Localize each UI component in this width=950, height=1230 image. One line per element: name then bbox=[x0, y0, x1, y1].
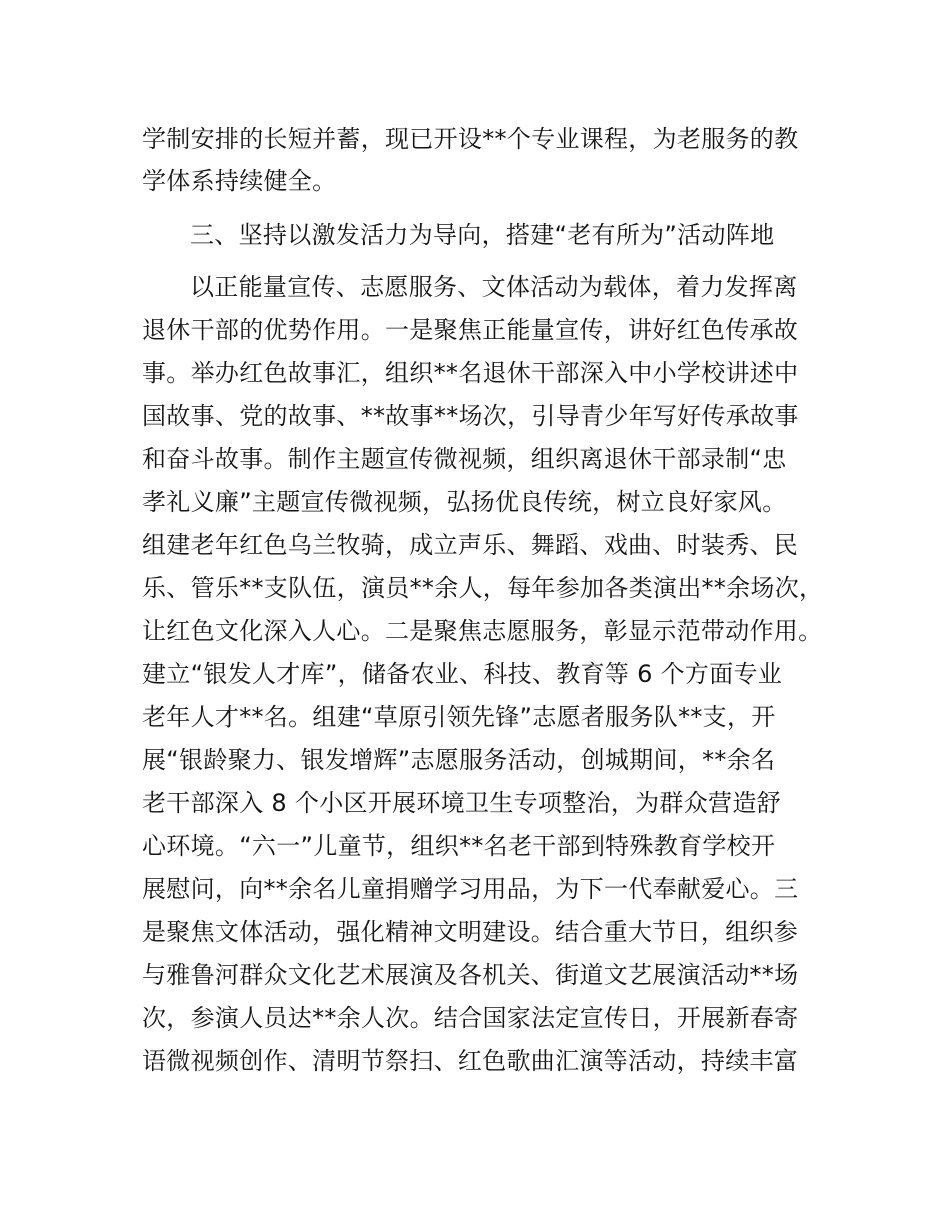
text-line: 国故事、党的故事、**故事**场次，引导青少年写好传承故事 bbox=[142, 402, 799, 430]
text-line: 退休干部的优势作用。一是聚焦正能量宣传，讲好红色传承故 bbox=[142, 316, 799, 344]
text-line: 和奋斗故事。制作主题宣传微视频，组织离退休干部录制“忠 bbox=[142, 445, 787, 473]
text-line: 让红色文化深入人心。二是聚焦志愿服务，彰显示范带动作用。 bbox=[142, 617, 823, 645]
text-line: 是聚焦文体活动，强化精神文明建设。结合重大节日，组织参 bbox=[142, 918, 799, 946]
section-heading: 三、坚持以激发活力为导向，搭建“老有所为”活动阵地 bbox=[190, 221, 775, 249]
text-line: 学制安排的长短并蓄，现已开设**个专业课程，为老服务的教 bbox=[142, 125, 799, 153]
text-line: 心环境。“六一”儿童节，组织**名老干部到特殊教育学校开 bbox=[142, 832, 776, 860]
text-line: 建立“银发人才库”，储备农业、科技、教育等 6 个方面专业 bbox=[142, 660, 783, 688]
text-line: 与雅鲁河群众文化艺术展演及各机关、街道文艺展演活动**场 bbox=[142, 961, 799, 989]
text-line: 展慰问，向**余名儿童捐赠学习用品，为下一代奉献爱心。三 bbox=[142, 875, 799, 903]
text-line: 老年人才**名。组建“草原引领先锋”志愿者服务队**支，开 bbox=[142, 703, 776, 731]
text-line: 乐、管乐**支队伍，演员**余人，每年参加各类演出**余场次， bbox=[142, 574, 824, 602]
text-line: 学体系持续健全。 bbox=[142, 167, 337, 195]
text-line: 孝礼义廉”主题宣传微视频，弘扬优良传统，树立良好家风。 bbox=[142, 488, 787, 516]
text-line: 以正能量宣传、志愿服务、文体活动为载体，着力发挥离 bbox=[190, 273, 798, 301]
text-line: 语微视频创作、清明节祭扫、红色歌曲汇演等活动，持续丰富 bbox=[142, 1047, 799, 1075]
text-line: 次，参演人员达**余人次。结合国家法定宣传日，开展新春寄 bbox=[142, 1004, 799, 1032]
text-line: 事。举办红色故事汇，组织**名退休干部深入中小学校讲述中 bbox=[142, 359, 799, 387]
text-line: 组建老年红色乌兰牧骑，成立声乐、舞蹈、戏曲、时装秀、民 bbox=[142, 531, 799, 559]
text-line: 展“银龄聚力、银发增辉”志愿服务活动，创城期间，**余名 bbox=[142, 746, 776, 774]
text-line: 老干部深入 8 个小区开展环境卫生专项整治，为群众营造舒 bbox=[142, 789, 781, 817]
